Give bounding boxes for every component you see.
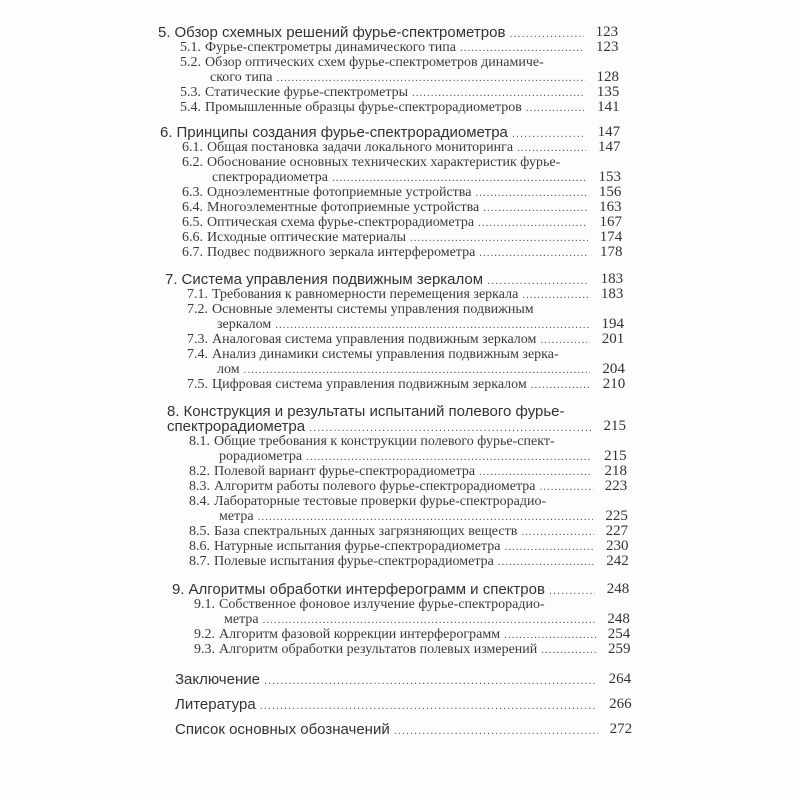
toc-entry-line — [189, 494, 593, 509]
entry-number: 9.2. — [194, 627, 215, 642]
entry-title: Обоснование основных технических характеристик фурье- — [207, 155, 561, 170]
entry-number: 8.1. — [189, 434, 210, 449]
toc-entry-line — [187, 377, 591, 392]
toc-entry-line — [217, 362, 590, 377]
toc-entry-line — [212, 170, 587, 185]
dot-leader — [504, 628, 596, 642]
entry-title: Общая постановка задачи локального мониторинга — [207, 140, 514, 155]
entry-title: Аналоговая система управления подвижным зеркалом — [212, 332, 537, 347]
page-number: 215 — [603, 418, 627, 434]
toc-entry-line — [180, 40, 584, 55]
entry-number: 8.4. — [189, 494, 210, 509]
page-number: 272 — [609, 721, 633, 737]
toc-entry-line — [180, 100, 585, 115]
entry-title: Обзор схемных решений фурье-спектрометров — [174, 25, 506, 40]
entry-number: 8.2. — [189, 464, 210, 479]
toc-entry-line — [158, 25, 584, 40]
toc-entry-line — [210, 70, 585, 85]
dot-leader — [479, 465, 592, 479]
page-number: 123 — [595, 24, 619, 40]
page-number: 210 — [602, 376, 626, 392]
toc-entry-line — [182, 245, 588, 260]
entry-title: лом — [217, 362, 240, 377]
dot-leader — [258, 510, 594, 524]
dot-leader — [540, 480, 593, 494]
page-number: 264 — [608, 671, 632, 687]
dot-leader — [521, 525, 593, 539]
toc-entry-line — [187, 302, 589, 317]
entry-title: метра — [224, 612, 259, 627]
entry-title: спектрорадиометра — [212, 170, 328, 185]
toc-entry-line — [187, 287, 589, 302]
entry-title: Полевой вариант фурье-спектрорадиометра — [214, 464, 476, 479]
entry-title: метра — [219, 509, 254, 524]
entry-title: База спектральных данных загрязняющих веществ — [214, 524, 518, 539]
toc-entry-line — [165, 272, 589, 287]
page-number: 227 — [605, 523, 629, 539]
toc-entry-line — [175, 722, 598, 737]
dot-leader — [275, 318, 589, 332]
dot-leader — [483, 201, 587, 215]
entry-title: Статические фурье-спектрометры — [205, 85, 409, 100]
entry-title: ского типа — [210, 70, 273, 85]
page-number: 254 — [607, 626, 631, 642]
toc-entry-line — [182, 230, 588, 245]
entry-number: 7.1. — [187, 287, 208, 302]
dot-leader — [522, 288, 589, 302]
dot-leader — [306, 450, 592, 464]
entry-number: 6. — [160, 125, 173, 140]
entry-number: 7. — [165, 272, 178, 287]
page-number: 248 — [606, 581, 630, 597]
entry-number: 7.2. — [187, 302, 208, 317]
toc-entry-line — [182, 200, 587, 215]
toc-entry-line — [182, 215, 587, 230]
toc-entry-line — [189, 524, 594, 539]
page-number: 242 — [606, 553, 629, 569]
page-number: 183 — [600, 286, 624, 302]
entry-title: спектрорадиометра — [167, 419, 306, 434]
toc-entry-line — [187, 347, 590, 362]
entry-title: Анализ динамики системы управления подвижным зерка- — [212, 347, 559, 362]
dot-leader — [277, 71, 585, 85]
toc-entry-line — [194, 597, 595, 612]
toc-entry-line — [172, 582, 595, 597]
dot-leader — [540, 333, 589, 347]
page-number: 128 — [596, 69, 620, 85]
toc-entry-line — [189, 464, 592, 479]
dot-leader — [549, 584, 595, 597]
dot-leader — [412, 86, 585, 100]
entry-title: зеркалом — [217, 317, 272, 332]
entry-title: Одноэлементные фотоприемные устройства — [207, 185, 472, 200]
dot-leader — [244, 363, 591, 377]
entry-title: Алгоритм работы полевого фурье-спектрорадиометра — [214, 479, 536, 494]
page-number: 183 — [600, 271, 624, 287]
entry-title: Обзор оптических схем фурье-спектрометров динамиче- — [205, 55, 544, 70]
page-number: 135 — [596, 84, 620, 100]
toc-entry-line — [219, 449, 592, 464]
entry-title: Требования к равномерности перемещения зеркала — [212, 287, 519, 302]
entry-title: Принципы создания фурье-спектрорадиометра — [176, 125, 508, 140]
entry-title: Система управления подвижным зеркалом — [181, 272, 484, 287]
entry-number: 6.5. — [182, 215, 203, 230]
page-number: 163 — [599, 199, 622, 215]
entry-title: Цифровая система управления подвижным зеркалом — [212, 377, 527, 392]
entry-title: Список основных обозначений — [175, 722, 390, 737]
page-number: 174 — [599, 229, 623, 245]
entry-number: 5. — [158, 25, 171, 40]
toc-entry-line — [175, 697, 597, 712]
entry-number: 8.7. — [189, 554, 210, 569]
entry-number: 8.5. — [189, 524, 210, 539]
toc-entry-line — [160, 125, 586, 140]
entry-title: Лабораторные тестовые проверки фурье-спектрорадио- — [214, 494, 547, 509]
dot-leader — [410, 231, 588, 245]
page-number: 230 — [605, 538, 629, 554]
page-number: 259 — [608, 641, 631, 657]
dot-leader — [263, 613, 596, 627]
entry-title: Собственное фоновое излучение фурье-спектрорадио- — [219, 597, 545, 612]
page-number: 167 — [599, 214, 622, 230]
entry-title: Оптическая схема фурье-спектрорадиометра — [207, 215, 475, 230]
page-number: 248 — [607, 611, 630, 627]
page-number: 141 — [597, 99, 620, 115]
entry-number: 6.7. — [182, 245, 203, 260]
page-number: 123 — [595, 39, 619, 55]
entry-title: Полевые испытания фурье-спектрорадиометра — [214, 554, 494, 569]
dot-leader — [479, 246, 588, 260]
entry-number: 6.4. — [182, 200, 203, 215]
dot-leader — [487, 274, 589, 287]
dot-leader — [460, 41, 584, 55]
entry-title: Фурье-спектрометры динамического типа — [205, 40, 456, 55]
entry-number: 5.4. — [180, 100, 201, 115]
page-number: 194 — [601, 316, 624, 332]
entry-number: 7.3. — [187, 332, 208, 347]
toc-entry-line — [189, 434, 592, 449]
toc-entry-line — [182, 140, 586, 155]
dot-leader — [478, 216, 587, 230]
toc-entry-line — [189, 539, 594, 554]
toc-entry-line — [175, 672, 597, 687]
entry-title: Заключение — [175, 672, 260, 687]
toc-entry-line — [189, 479, 593, 494]
page-number: 201 — [601, 331, 625, 347]
toc-entry-line — [219, 509, 593, 524]
dot-leader — [475, 186, 586, 200]
toc-entry-line — [224, 612, 595, 627]
entry-number: 8.3. — [189, 479, 210, 494]
dot-leader — [260, 699, 597, 712]
page-number: 147 — [597, 124, 621, 140]
dot-leader — [509, 27, 583, 40]
entry-title: Литература — [175, 697, 256, 712]
page-number: 147 — [597, 139, 621, 155]
dot-leader — [517, 141, 586, 155]
toc-entry-line — [217, 317, 590, 332]
entry-title: Основные элементы системы управления подвижным — [212, 302, 534, 317]
entry-number: 6.1. — [182, 140, 203, 155]
dot-leader — [332, 171, 587, 185]
entry-number: 6.2. — [182, 155, 203, 170]
toc-entry-line — [194, 627, 596, 642]
toc-entry-line — [182, 155, 586, 170]
page-number: 218 — [604, 463, 627, 479]
dot-leader — [394, 724, 598, 737]
entry-title: Промышленные образцы фурье-спектрорадиометров — [205, 100, 522, 115]
page-number: 156 — [598, 184, 622, 200]
entry-title: Исходные оптические материалы — [207, 230, 407, 245]
toc-entry-line — [189, 554, 594, 569]
dot-leader — [541, 643, 596, 657]
toc-entry-line — [187, 332, 590, 347]
entry-title: Многоэлементные фотоприемные устройства — [207, 200, 480, 215]
dot-leader — [498, 555, 594, 569]
entry-number: 5.1. — [180, 40, 201, 55]
entry-number: 9.3. — [194, 642, 215, 657]
entry-title: Подвес подвижного зеркала интерферометра — [207, 245, 476, 260]
entry-number: 7.4. — [187, 347, 208, 362]
entry-number: 5.2. — [180, 55, 201, 70]
page-number: 225 — [605, 508, 628, 524]
entry-title: рорадиометра — [219, 449, 303, 464]
dot-leader — [531, 378, 591, 392]
entry-title: Общие требования к конструкции полевого фурье-спект- — [214, 434, 555, 449]
entry-number: 5.3. — [180, 85, 201, 100]
entry-number: 6.3. — [182, 185, 203, 200]
entry-number: 8. — [167, 404, 180, 419]
toc-entry-line — [180, 85, 585, 100]
entry-title: Алгоритм фазовой коррекции интерферограмм — [219, 627, 501, 642]
dot-leader — [309, 421, 591, 434]
entry-title: Алгоритм обработки результатов полевых измерений — [219, 642, 538, 657]
toc-entry-line — [194, 642, 596, 657]
entry-number: 8.6. — [189, 539, 210, 554]
entry-number: 6.6. — [182, 230, 203, 245]
toc-entry-line — [167, 419, 592, 434]
dot-leader — [264, 674, 597, 687]
entry-number: 7.5. — [187, 377, 208, 392]
toc-entry-line — [182, 185, 587, 200]
dot-leader — [526, 101, 585, 115]
entry-title: Конструкция и результаты испытаний полевого фурье- — [183, 404, 565, 419]
page-number: 223 — [604, 478, 628, 494]
page-number: 178 — [600, 244, 623, 260]
dot-leader — [512, 127, 586, 140]
entry-title: Алгоритмы обработки интерферограмм и спектров — [188, 582, 545, 597]
page-number: 266 — [609, 696, 632, 712]
entry-number: 9. — [172, 582, 185, 597]
page-number: 204 — [602, 361, 625, 377]
page-number: 153 — [598, 169, 622, 185]
toc-entry-line — [167, 404, 591, 419]
dot-leader — [505, 540, 594, 554]
toc-entry-line — [180, 55, 584, 70]
entry-title: Натурные испытания фурье-спектрорадиометра — [214, 539, 501, 554]
entry-number: 9.1. — [194, 597, 215, 612]
page-number: 215 — [604, 448, 627, 464]
